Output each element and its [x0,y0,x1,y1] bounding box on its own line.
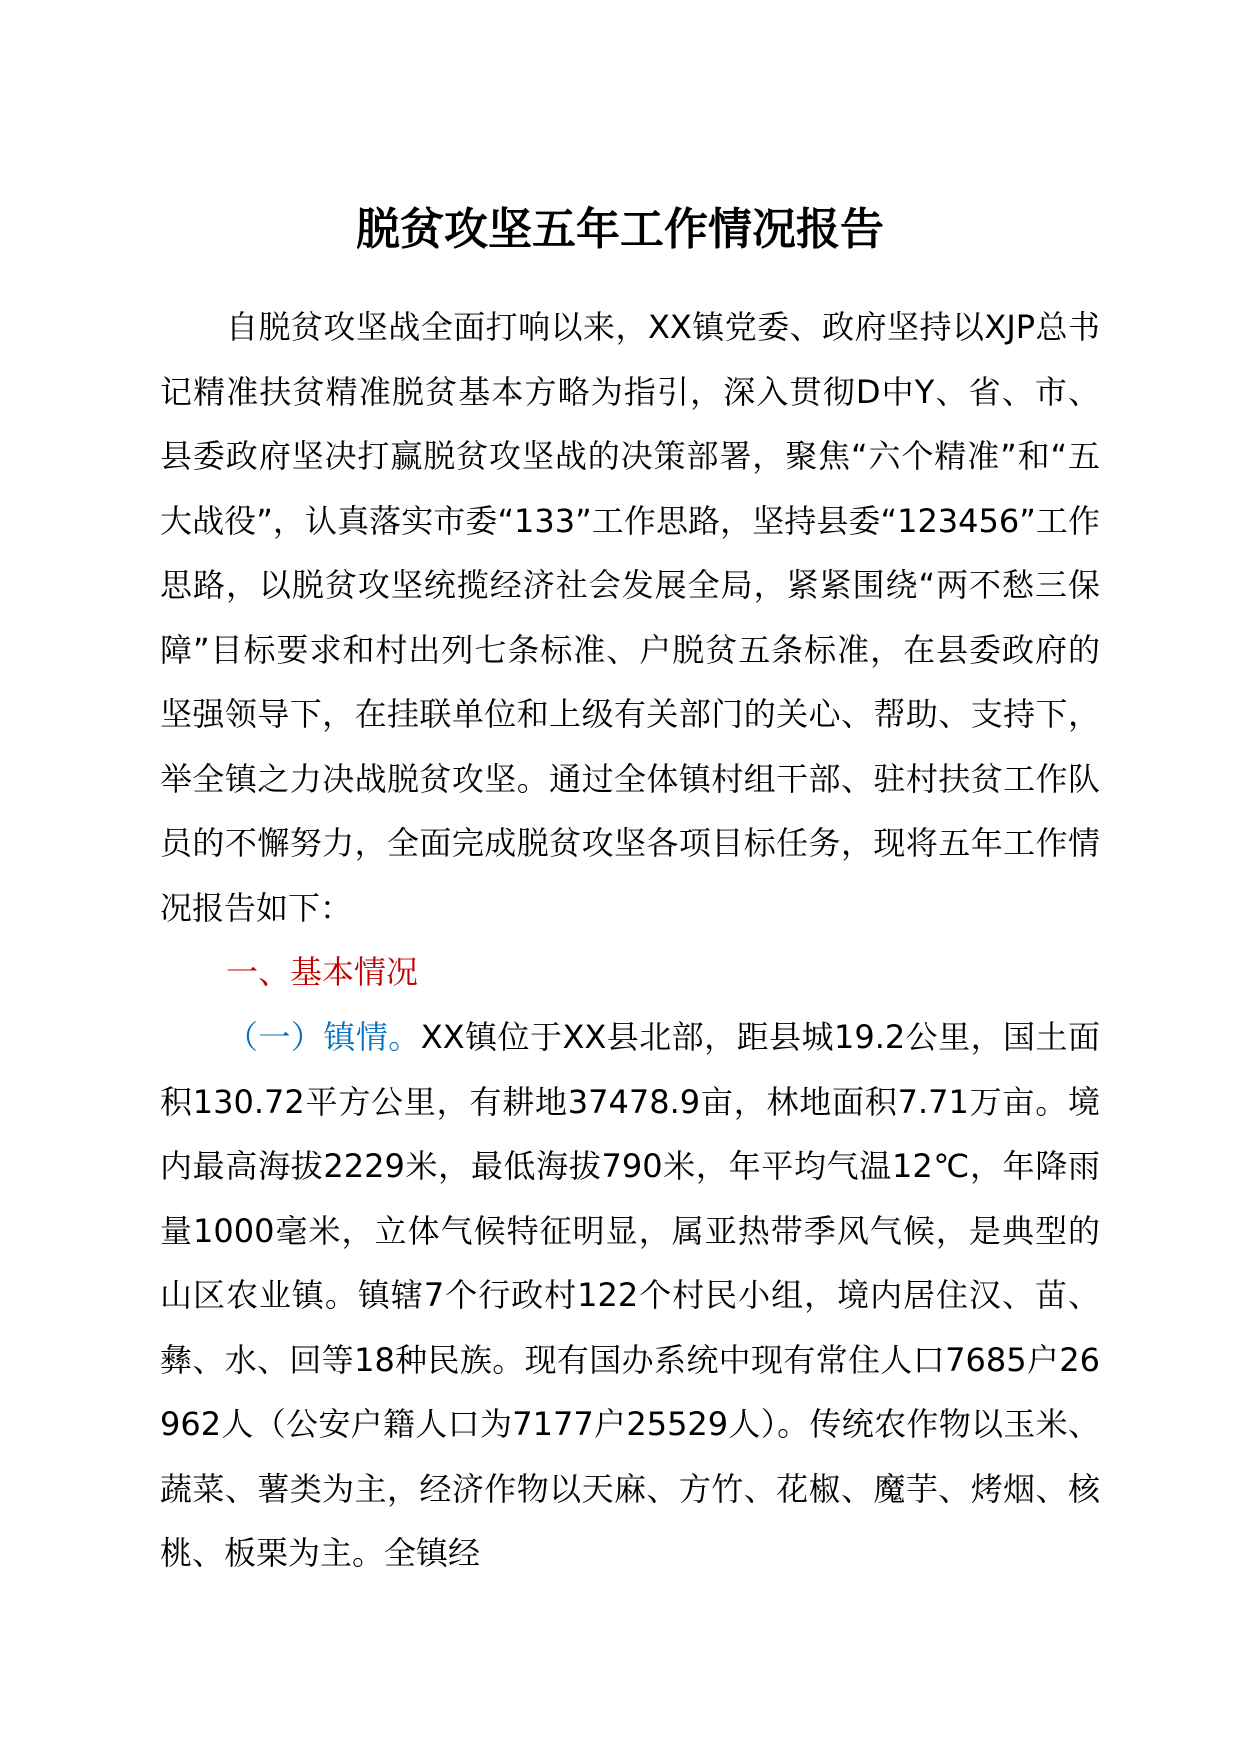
town-info-text: XX镇位于XX县北部，距县城19.2公里，国土面积130.72平方公里，有耕地37478.9亩，林地面积7.71万亩。境内最高海拔2229米，最低海拔790米，年平均气温12℃，年降雨量1000毫米，立体气候特征明显，属亚热带季风气候，是典型的山区农业镇。镇辖7个行政村122个村民小组，境内居住汉、苗、彝、水、回等18种民族。现有国办系统中现有常住人口7685户26962人（公安户籍人口为7177户25529人）。传统农作物以玉米、蔬菜、薯类为主，经济作物以天麻、方竹、花椒、魔芋、烤烟、核桃、板栗为主。全镇经 [160,1018,1100,1572]
town-info-paragraph [160,1005,1100,1586]
subsection-heading-town-info: （一）镇情。 [226,1018,421,1056]
section-heading-basic-info: 一、基本情况 [226,953,419,991]
intro-paragraph: 自脱贫攻坚战全面打响以来，XX镇党委、政府坚持以XJP总书记精准扶贫精准脱贫基本方略为指引，深入贯彻D中Y、省、市、县委政府坚决打赢脱贫攻坚战的决策部署，聚焦“六个精准”和“五大战役”，认真落实市委“133”工作思路，坚持县委“123456”工作思路，以脱贫攻坚统揽经济社会发展全局，紧紧围绕“两不愁三保障”目标要求和村出列七条标准、户脱贫五条标准，在县委政府的坚强领导下，在挂联单位和上级有关部门的关心、帮助、支持下，举全镇之力决战脱贫攻坚。通过全体镇村组干部、驻村扶贫工作队员的不懈努力，全面完成脱贫攻坚各项目标任务，现将五年工作情况报告如下： [160,308,1100,927]
document-title: 脱贫攻坚五年工作情况报告 [356,204,884,255]
